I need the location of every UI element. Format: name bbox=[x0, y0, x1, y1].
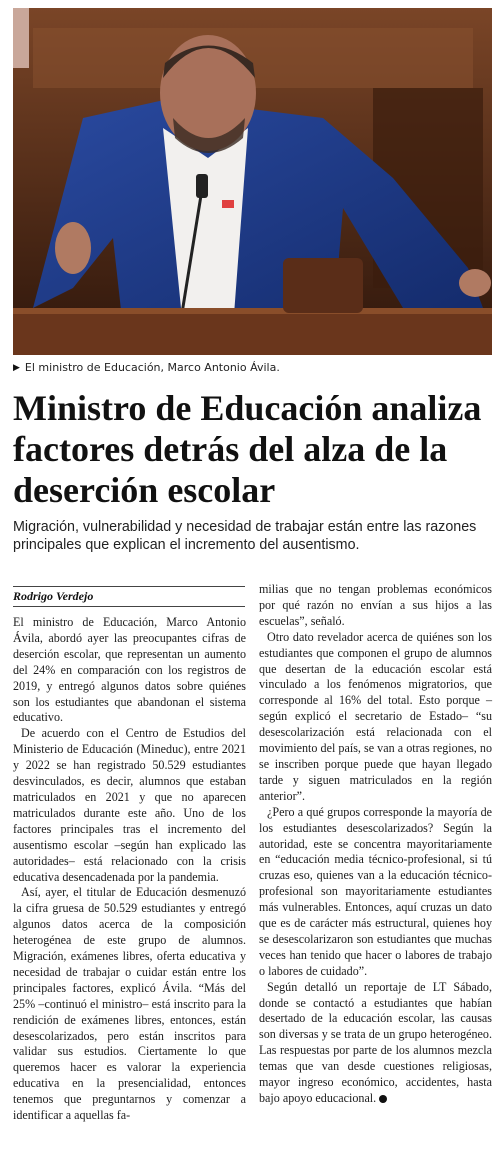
paragraph: Otro dato revelador acerca de quiénes son los estudiantes que componen el grupo de alumnos que desertan de la educación escolar está vinculado a los fenómenos migratorios, que corresponde al 16% del total. Esto porque –según explicó el secretario de Estado– “su desescolarización está relacionada con el movimiento del país, se van a otras regiones, no se inscriben porque puede que hayan llegado tarde y siguen matriculados en la región anterior”. bbox=[259, 629, 492, 803]
article-photo bbox=[13, 8, 492, 355]
paragraph: De acuerdo con el Centro de Estudios del Ministerio de Educación (Mineduc), entre 2021 y 2022 se han registrado 50.529 estudiantes desvinculados, es decir, alumnos que estaban matriculados en 2021 y que no aparecen matriculados durante este año. Uno de los factores principales tras el incremento del ausentismo escolar –según han explicado las autoridades– está relacionado con la crisis educativa desencadenada por la pandemia. bbox=[13, 726, 246, 884]
article-column-2 bbox=[259, 582, 492, 1107]
byline-divider-top bbox=[13, 586, 245, 587]
byline-divider-bottom bbox=[13, 606, 245, 607]
paragraph-last bbox=[259, 980, 492, 1107]
article-headline: Ministro de Educación analiza factores detrás del alza de la deserción escolar bbox=[13, 388, 482, 510]
paragraph: milias que no tengan problemas económicos por qué razón no envían a sus hijos a las escuelas”, señaló. bbox=[259, 582, 492, 628]
paragraph: Así, ayer, el titular de Educación desmenuzó la cifra gruesa de 50.529 estudiantes y entregó algunos datos acerca de la composición heterogénea de este grupo de alumnos. Migración, exámenes libres, oferta educativa y necesidad de trabajar o cuidar están entre los principales factores, explicó Ávila. “Más del 25% –continuó el ministro– está inscrito para la rendición de exámenes libres, entonces, están desescolarizados, pero están inscritos para validar sus estudios. Ciertamente lo que queremos hacer es valorar la experiencia educativa en la presencialidad, entonces tenemos que preguntarnos y comenzar a identificar a aquellas fa- bbox=[13, 885, 246, 1123]
paragraph: El ministro de Educación, Marco Antonio Ávila, abordó ayer las preocupantes cifras de deserción escolar, que representan un aumento del 24% en comparación con los registros de 2019, y entregó algunos datos sobre quiénes son los estudiantes que abandonan el sistema educativo. bbox=[13, 615, 246, 725]
article-deck: Migración, vulnerabilidad y necesidad de trabajar están entre las razones principales que explican el incremento del ausentismo. bbox=[13, 519, 477, 553]
byline: Rodrigo Verdejo bbox=[13, 589, 94, 603]
photo-illustration bbox=[13, 8, 492, 355]
article-column-1 bbox=[13, 615, 246, 1124]
paragraph-text: Según detalló un reportaje de LT Sábado, donde se contactó a estudiantes que habían desertado de la educación escolar, las causas son diversas y se trata de un grupo heterogéneo. Las respuestas por parte de los alumnos mezcla temas que van desde cuestiones religiosas, mayor ingreso económico, accidentes, hasta bajo apoyo educacional. bbox=[259, 979, 492, 1105]
paragraph: ¿Pero a qué grupos corresponde la mayoría de los estudiantes desescolarizados? Según la autoridad, este se concentra mayoritariamente en “educación media técnico-profesional, si tú cruzas eso, quienes van a la educación técnico-profesional son mayoritariamente estudiantes más vulnerables. Entonces, aquí cruzas un dato que es de carácter más estructural, quienes hoy se desescolarizaron son estudiantes que muchas veces han tenido que hacer o labores de trabajo o labores de cuidado”. bbox=[259, 804, 492, 978]
caption-text: El ministro de Educación, Marco Antonio Ávila. bbox=[24, 361, 280, 374]
caption-marker-icon: ▶ bbox=[13, 362, 20, 373]
end-of-article-icon bbox=[379, 1095, 387, 1103]
photo-caption bbox=[13, 361, 492, 374]
